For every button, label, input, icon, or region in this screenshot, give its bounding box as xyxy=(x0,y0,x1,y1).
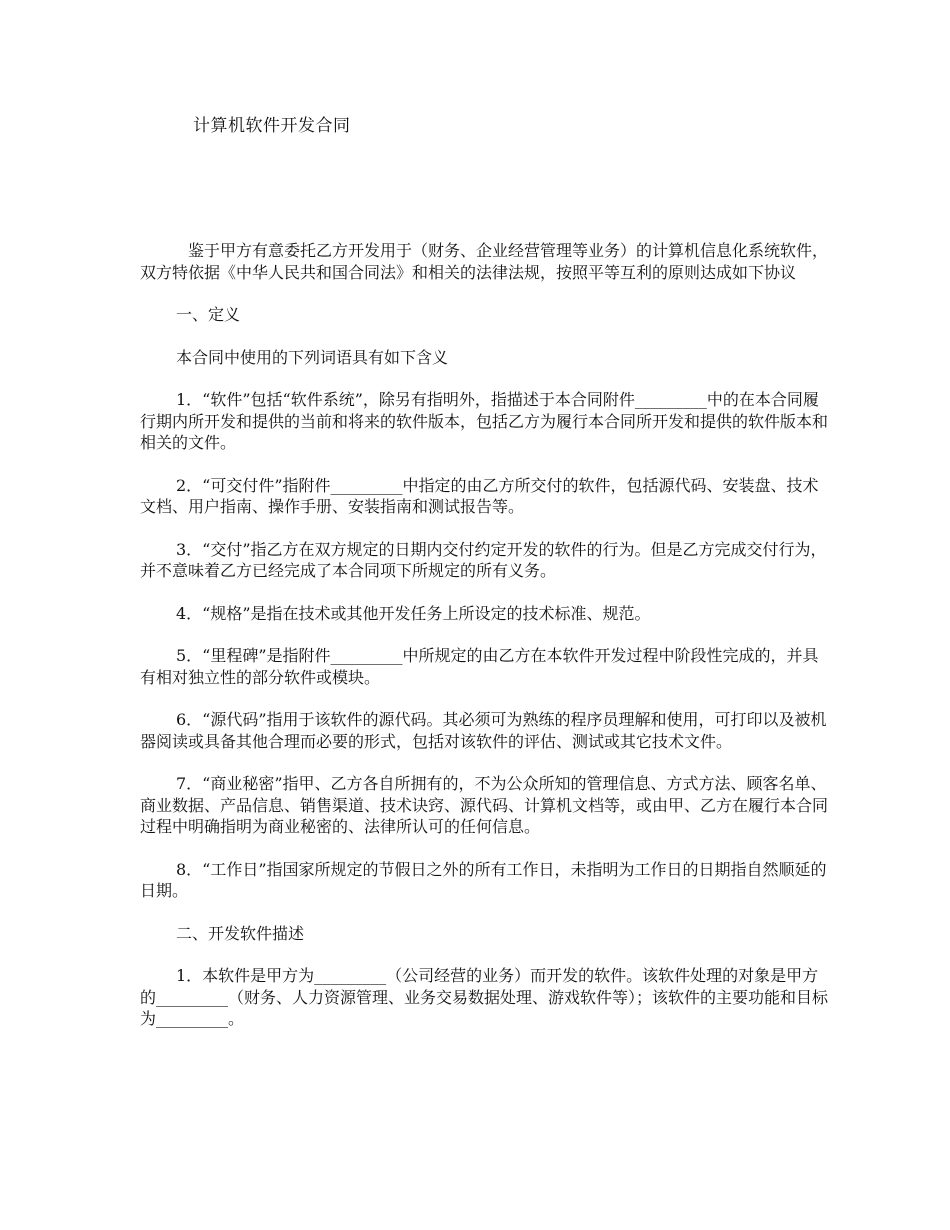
definition-item: 7．“商业秘密”指甲、乙方各自所拥有的，不为公众所知的管理信息、方式方法、顾客名单、商业数据、产品信息、销售渠道、技术诀窍、源代码、计算机文档等，或由甲、乙方在履行本合同过程中明确指明为商业秘密的、法律所认可的任何信息。 xyxy=(140,774,829,836)
definition-item: 6．“源代码”指用于该软件的源代码。其必须可为熟练的程序员理解和使用，可打印以及被机器阅读或具备其他合理而必要的形式，包括对该软件的评估、测试或其它技术文件。 xyxy=(140,710,827,751)
document-body xyxy=(140,240,830,1051)
definition-item: 5．“里程碑”是指附件_________中所规定的由乙方在本软件开发过程中阶段性完成的，并具有相对独立性的部分软件或模块。 xyxy=(140,646,819,687)
definition-item: 8．“工作日”指国家所规定的节假日之外的所有工作日，未指明为工作日的日期指自然顺延的日期。 xyxy=(140,859,827,900)
section-heading-software-description: 二、开发软件描述 xyxy=(176,923,305,943)
software-description-item: 1．本软件是甲方为_________（公司经营的业务）而开发的软件。该软件处理的对象是甲方的_________（财务、人力资源管理、业务交易数据处理、游戏软件等）；该软件的主要功能和目标为_________。 xyxy=(140,966,829,1028)
intro-paragraph: 鉴于甲方有意委托乙方开发用于（财务、企业经营管理等业务）的计算机信息化系统软件，双方特依据《中华人民共和国合同法》和相关的法律法规，按照平等互利的原则达成如下协议 xyxy=(140,241,829,282)
definition-item: 2．“可交付件”指附件_________中指定的由乙方所交付的软件，包括源代码、安装盘、技术文档、用户指南、操作手册、安装指南和测试报告等。 xyxy=(140,475,819,516)
definition-item: 3．“交付”指乙方在双方规定的日期内交付约定开发的软件的行为。但是乙方完成交付行为，并不意味着乙方已经完成了本合同项下所规定的所有义务。 xyxy=(140,539,827,580)
document-title: 计算机软件开发合同 xyxy=(193,116,351,136)
definition-item: 4．“规格”是指在技术或其他开发任务上所设定的技术标准、规范。 xyxy=(176,603,651,623)
definition-item: 1．“软件”包括“软件系统”，除另有指明外，指描述于本合同附件_________中的在本合同履行期内所开发和提供的当前和将来的软件版本，包括乙方为履行本合同所开发和提供的软件版本和相关的文件。 xyxy=(140,390,829,452)
section-heading-definitions: 一、定义 xyxy=(176,305,241,324)
definitions-lead: 本合同中使用的下列词语具有如下含义 xyxy=(176,347,449,367)
